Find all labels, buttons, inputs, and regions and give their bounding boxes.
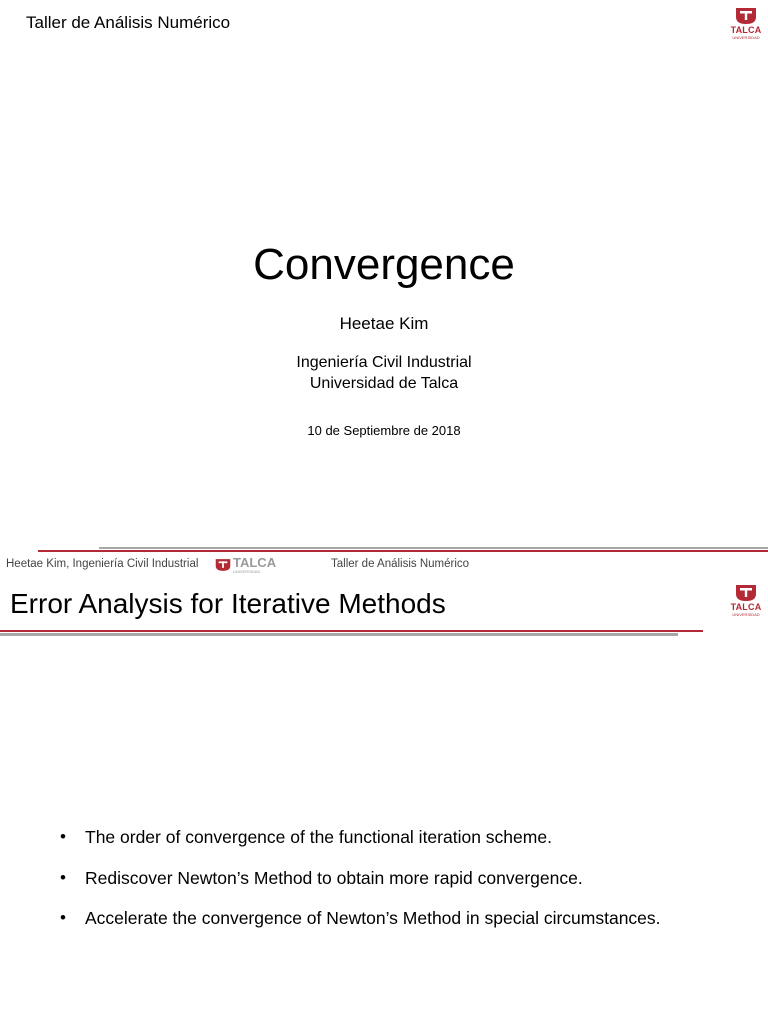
logo-wordmark: TALCA [730, 602, 762, 612]
institution-line-2: Universidad de Talca [309, 375, 459, 392]
list-item: • The order of convergence of the functional iteration scheme. [60, 827, 552, 847]
bullet-icon: • [60, 827, 66, 846]
bullet-icon: • [60, 908, 66, 927]
list-item: • Rediscover Newton’s Method to obtain more rapid convergence. [60, 867, 583, 888]
frame-title: Error Analysis for Iterative Methods [10, 588, 446, 619]
footer-logo [215, 556, 276, 574]
title-underline-gray [0, 633, 678, 636]
university-logo [729, 584, 763, 617]
footer-divider-red [38, 550, 768, 552]
slide-header-course: Taller de Análisis Numérico [26, 13, 231, 32]
bullet-list [58, 826, 758, 948]
presentation-date: 10 de Septiembre de 2018 [307, 423, 461, 438]
title-underline-red [0, 630, 703, 632]
slide-title: Convergence [253, 240, 515, 289]
footer-course: Taller de Análisis Numérico [331, 558, 470, 570]
shield-icon [215, 558, 231, 572]
list-item: • Accelerate the convergence of Newton’s Method in special circumstances. [60, 908, 661, 928]
shield-icon [735, 7, 757, 25]
bullet-icon: • [60, 867, 66, 887]
institution [0, 352, 768, 394]
institution-line-1: Ingeniería Civil Industrial [296, 354, 472, 371]
footer-divider-gray [99, 547, 768, 549]
footer-author: Heetae Kim, Ingeniería Civil Industrial [6, 558, 199, 570]
logo-wordmark: TALCA [730, 25, 762, 35]
university-logo [729, 7, 763, 40]
logo-subtitle: UNIVERSIDAD [732, 35, 760, 40]
shield-icon [735, 584, 757, 602]
footer-logo-wordmark: TALCA [233, 554, 277, 570]
logo-subtitle: UNIVERSIDAD [732, 612, 760, 617]
author-name: Heetae Kim [339, 314, 429, 333]
footer-logo-subtitle: UNIVERSIDAD [233, 568, 261, 574]
